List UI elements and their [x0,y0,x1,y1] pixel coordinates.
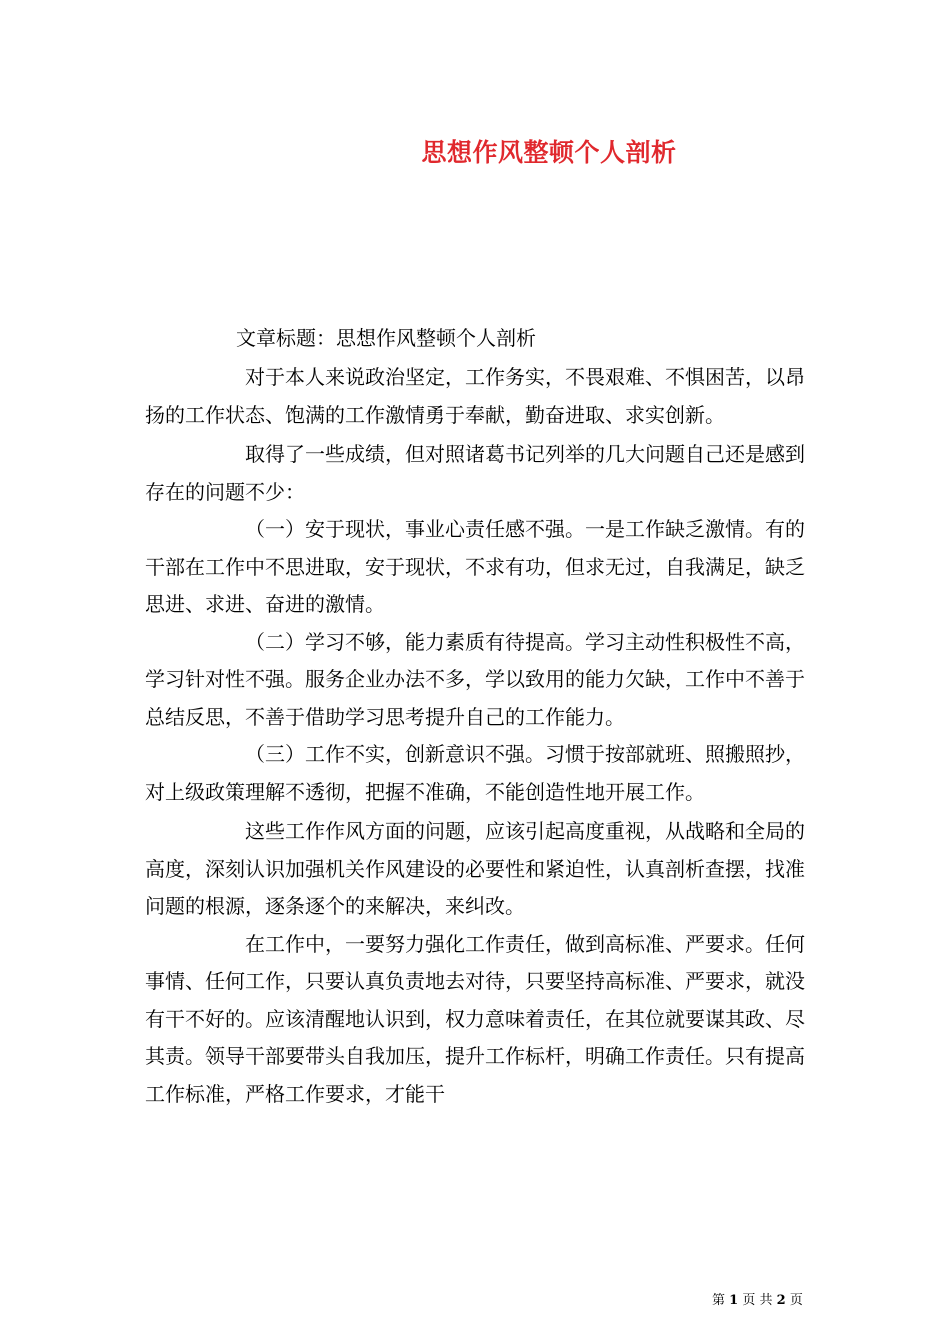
paragraph [145,511,817,624]
paragraph-text: 在工作中，一要努力强化工作责任，做到高标准、严要求。任何事情、任何工作，只要认真负责地去对待，只要坚持高标准、严要求，就没有干不好的。应该清醒地认识到，权力意味着责任，在其位就要谋其政、尽其责。领导干部要带头自我加压，提升工作标杆，明确工作责任。只有提高工作标准，严格工作要求，才能干 [145,931,805,1106]
page-footer [712,1289,803,1308]
paragraph-text: （三）工作不实，创新意识不强。习惯于按部就班、照搬照抄，对上级政策理解不透彻，把握不准确，不能创造性地开展工作。 [145,742,805,804]
footer-middle: 页 共 [742,1293,773,1308]
article-title-label: 文章标题：思想作风整顿个人剖析 [236,326,536,350]
footer-total-pages: 2 [776,1293,786,1308]
footer-suffix: 页 [789,1293,803,1308]
footer-prefix: 第 [712,1293,726,1308]
paragraph-text: 取得了一些成绩，但对照诸葛书记列举的几大问题自己还是感到存在的问题不少： [145,442,805,504]
paragraph-text: 对于本人来说政治坚定，工作务实，不畏艰难、不惧困苦，以昂扬的工作状态、饱满的工作激情勇于奉献，勤奋进取、求实创新。 [145,365,805,427]
paragraph [145,813,817,926]
paragraph [145,926,817,1114]
footer-page-number: 1 [729,1293,739,1308]
paragraph [145,359,817,434]
paragraph-text: （一）安于现状，事业心责任感不强。一是工作缺乏激情。有的干部在工作中不思进取，安于现状，不求有功，但求无过，自我满足，缺乏思进、求进、奋进的激情。 [145,517,805,616]
paragraph-text: （二）学习不够，能力素质有待提高。学习主动性积极性不高，学习针对性不强。服务企业办法不多，学以致用的能力欠缺，工作中不善于总结反思，不善于借助学习思考提升自己的工作能力。 [145,629,805,729]
document-title: 思想作风整顿个人剖析 [421,138,677,167]
paragraph [145,736,817,811]
paragraph [145,436,817,511]
paragraph [145,624,817,737]
document-body [145,359,817,1113]
paragraph-text: 这些工作作风方面的问题，应该引起高度重视，从战略和全局的高度，深刻认识加强机关作风建设的必要性和紧迫性，认真剖析查摆，找准问题的根源，逐条逐个的来解决，来纠改。 [145,819,805,918]
